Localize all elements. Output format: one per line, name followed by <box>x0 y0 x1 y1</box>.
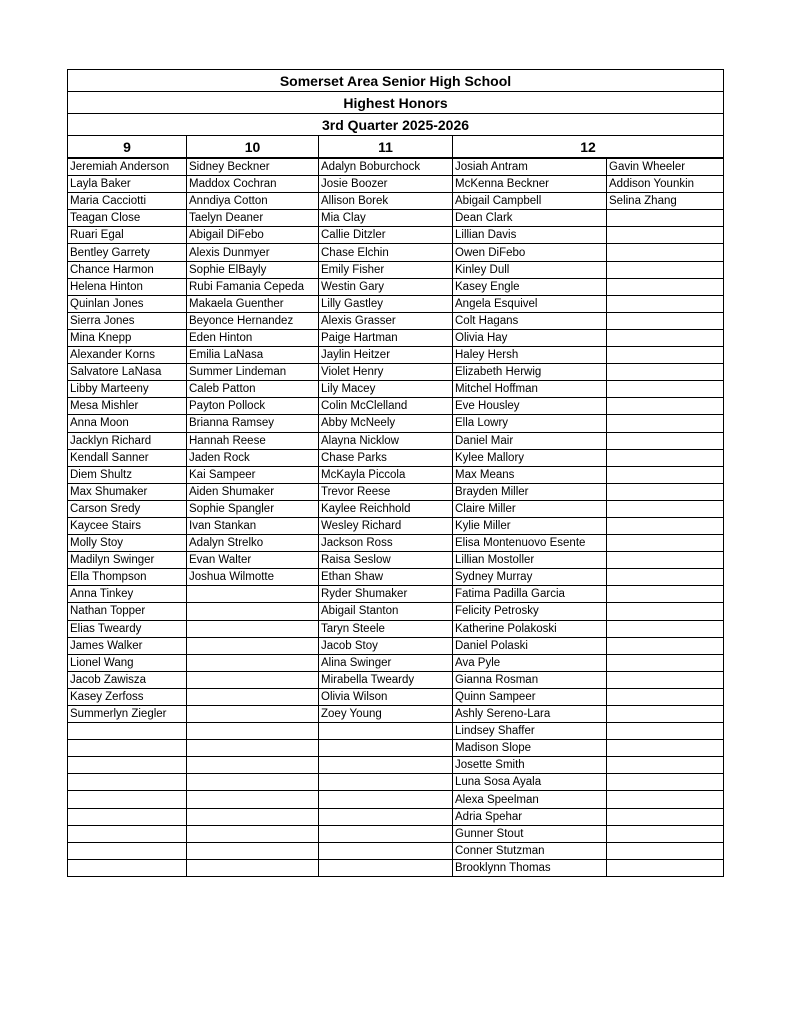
student-name-cell <box>607 449 724 466</box>
student-name-cell: Chase Parks <box>319 449 453 466</box>
student-name-cell: Brianna Ramsey <box>187 415 319 432</box>
student-name-cell <box>607 774 724 791</box>
student-name-cell: Ivan Stankan <box>187 517 319 534</box>
student-name-cell: Kai Sampeer <box>187 466 319 483</box>
student-name-cell <box>319 842 453 859</box>
table-row <box>68 398 724 415</box>
student-name-cell: Ryder Shumaker <box>319 586 453 603</box>
student-name-cell: Anna Tinkey <box>68 586 187 603</box>
student-name-cell: McKenna Beckner <box>453 176 607 193</box>
student-name-cell: Lindsey Shaffer <box>453 723 607 740</box>
student-name-cell <box>68 791 187 808</box>
table-row <box>68 620 724 637</box>
student-name-cell: Sophie Spangler <box>187 500 319 517</box>
student-name-cell: Sidney Beckner <box>187 158 319 176</box>
student-name-cell <box>187 859 319 876</box>
table-row <box>68 295 724 312</box>
student-name-cell: Luna Sosa Ayala <box>453 774 607 791</box>
student-name-cell: Max Means <box>453 466 607 483</box>
student-name-cell <box>68 808 187 825</box>
quarter-title: 3rd Quarter 2025-2026 <box>68 114 724 136</box>
student-name-cell: Max Shumaker <box>68 483 187 500</box>
table-row <box>68 278 724 295</box>
student-name-cell: Trevor Reese <box>319 483 453 500</box>
student-name-cell: Hannah Reese <box>187 432 319 449</box>
student-name-cell: Alexis Dunmyer <box>187 244 319 261</box>
student-name-cell: Angela Esquivel <box>453 295 607 312</box>
student-name-cell: Haley Hersh <box>453 347 607 364</box>
student-name-cell <box>607 500 724 517</box>
student-name-cell <box>607 415 724 432</box>
student-name-cell: Sydney Murray <box>453 569 607 586</box>
student-name-cell <box>607 723 724 740</box>
student-name-cell <box>319 723 453 740</box>
student-name-cell: Eden Hinton <box>187 329 319 346</box>
student-name-cell: Daniel Mair <box>453 432 607 449</box>
student-name-cell <box>68 842 187 859</box>
student-name-cell <box>607 706 724 723</box>
table-row <box>68 825 724 842</box>
student-name-cell: Emily Fisher <box>319 261 453 278</box>
table-row <box>68 193 724 210</box>
student-name-cell: Taryn Steele <box>319 620 453 637</box>
table-row <box>68 842 724 859</box>
student-name-cell: Eve Housley <box>453 398 607 415</box>
table-row <box>68 859 724 876</box>
student-name-cell <box>187 620 319 637</box>
table-row <box>68 483 724 500</box>
table-row <box>68 552 724 569</box>
student-name-cell: Kendall Sanner <box>68 449 187 466</box>
student-name-cell: Mia Clay <box>319 210 453 227</box>
student-name-cell <box>187 774 319 791</box>
student-name-cell <box>607 244 724 261</box>
student-name-cell: Abigail DiFebo <box>187 227 319 244</box>
table-row <box>68 791 724 808</box>
table-row <box>68 158 724 176</box>
student-name-cell: Adria Spehar <box>453 808 607 825</box>
student-name-cell: Jackson Ross <box>319 535 453 552</box>
student-name-cell: McKayla Piccola <box>319 466 453 483</box>
table-row <box>68 244 724 261</box>
student-name-cell <box>319 859 453 876</box>
student-name-cell <box>187 586 319 603</box>
student-name-cell: Lily Macey <box>319 381 453 398</box>
student-name-cell: Elias Tweardy <box>68 620 187 637</box>
student-name-cell <box>607 569 724 586</box>
student-name-cell: Kaylee Reichhold <box>319 500 453 517</box>
student-name-cell <box>187 791 319 808</box>
student-name-cell: Felicity Petrosky <box>453 603 607 620</box>
student-name-cell: Emilia LaNasa <box>187 347 319 364</box>
student-name-cell <box>607 859 724 876</box>
student-name-cell: Jacob Stoy <box>319 637 453 654</box>
student-name-cell: Madilyn Swinger <box>68 552 187 569</box>
student-name-cell: Caleb Patton <box>187 381 319 398</box>
student-name-cell: James Walker <box>68 637 187 654</box>
student-name-cell: Ella Lowry <box>453 415 607 432</box>
student-name-cell: Elisa Montenuovo Esente <box>453 535 607 552</box>
student-name-cell: Ashly Sereno-Lara <box>453 706 607 723</box>
student-name-cell: Owen DiFebo <box>453 244 607 261</box>
student-name-cell: Adalyn Strelko <box>187 535 319 552</box>
student-name-cell <box>607 483 724 500</box>
table-row <box>68 808 724 825</box>
table-row <box>68 176 724 193</box>
student-name-cell <box>607 671 724 688</box>
student-name-cell: Diem Shultz <box>68 466 187 483</box>
student-name-cell <box>187 825 319 842</box>
student-name-cell: Jaylin Heitzer <box>319 347 453 364</box>
table-row <box>68 706 724 723</box>
student-name-cell <box>607 295 724 312</box>
student-name-cell <box>607 347 724 364</box>
student-name-cell <box>607 278 724 295</box>
student-name-cell: Gavin Wheeler <box>607 158 724 176</box>
table-row <box>68 449 724 466</box>
student-name-cell <box>607 825 724 842</box>
student-name-cell: Makaela Guenther <box>187 295 319 312</box>
student-name-cell <box>68 825 187 842</box>
student-name-cell: Raisa Seslow <box>319 552 453 569</box>
table-row <box>68 603 724 620</box>
student-name-cell: Addison Younkin <box>607 176 724 193</box>
table-row <box>68 466 724 483</box>
student-name-cell: Rubi Famania Cepeda <box>187 278 319 295</box>
student-name-cell: Josie Boozer <box>319 176 453 193</box>
table-row <box>68 569 724 586</box>
student-name-cell <box>607 398 724 415</box>
student-name-cell <box>68 723 187 740</box>
student-name-cell: Madison Slope <box>453 740 607 757</box>
student-name-cell: Quinn Sampeer <box>453 688 607 705</box>
student-name-cell <box>319 825 453 842</box>
student-name-cell: Jeremiah Anderson <box>68 158 187 176</box>
student-name-cell: Olivia Hay <box>453 329 607 346</box>
student-name-cell: Mina Knepp <box>68 329 187 346</box>
student-name-cell: Paige Hartman <box>319 329 453 346</box>
student-name-cell: Jacklyn Richard <box>68 432 187 449</box>
table-row <box>68 500 724 517</box>
student-name-cell <box>607 329 724 346</box>
student-name-cell: Molly Stoy <box>68 535 187 552</box>
student-name-cell: Mesa Mishler <box>68 398 187 415</box>
student-name-cell <box>607 637 724 654</box>
student-name-cell: Abigail Stanton <box>319 603 453 620</box>
student-name-cell <box>319 791 453 808</box>
student-name-cell: Mitchel Hoffman <box>453 381 607 398</box>
student-name-cell: Abigail Campbell <box>453 193 607 210</box>
student-name-cell <box>607 535 724 552</box>
student-name-cell: Summerlyn Ziegler <box>68 706 187 723</box>
student-name-cell: Josiah Antram <box>453 158 607 176</box>
student-name-cell <box>607 620 724 637</box>
student-name-cell <box>607 381 724 398</box>
student-name-cell: Bentley Garrety <box>68 244 187 261</box>
student-name-cell: Chance Harmon <box>68 261 187 278</box>
student-name-cell: Josette Smith <box>453 757 607 774</box>
student-name-cell <box>319 774 453 791</box>
student-name-cell: Brooklynn Thomas <box>453 859 607 876</box>
student-name-cell <box>607 586 724 603</box>
student-name-cell: Dean Clark <box>453 210 607 227</box>
student-name-cell <box>607 261 724 278</box>
student-name-cell <box>187 603 319 620</box>
school-title: Somerset Area Senior High School <box>68 70 724 92</box>
student-name-cell <box>607 842 724 859</box>
student-name-cell <box>187 808 319 825</box>
student-name-cell: Salvatore LaNasa <box>68 364 187 381</box>
student-name-cell <box>607 517 724 534</box>
student-name-cell: Alexis Grasser <box>319 312 453 329</box>
student-name-cell: Layla Baker <box>68 176 187 193</box>
student-name-cell <box>607 312 724 329</box>
student-name-cell <box>607 757 724 774</box>
student-name-cell: Aiden Shumaker <box>187 483 319 500</box>
student-name-cell: Gunner Stout <box>453 825 607 842</box>
student-name-cell <box>187 723 319 740</box>
student-name-cell <box>187 654 319 671</box>
student-name-cell <box>607 227 724 244</box>
student-name-cell: Wesley Richard <box>319 517 453 534</box>
table-row <box>68 740 724 757</box>
student-name-cell <box>319 757 453 774</box>
student-name-cell: Nathan Topper <box>68 603 187 620</box>
student-name-cell <box>607 364 724 381</box>
student-name-cell: Violet Henry <box>319 364 453 381</box>
student-name-cell: Sierra Jones <box>68 312 187 329</box>
student-name-cell: Evan Walter <box>187 552 319 569</box>
student-name-cell: Alexa Speelman <box>453 791 607 808</box>
student-name-cell: Anndiya Cotton <box>187 193 319 210</box>
student-name-cell <box>68 757 187 774</box>
student-name-cell: Mirabella Tweardy <box>319 671 453 688</box>
student-name-cell: Alayna Nicklow <box>319 432 453 449</box>
student-name-cell: Ella Thompson <box>68 569 187 586</box>
student-name-cell <box>68 740 187 757</box>
student-name-cell <box>607 432 724 449</box>
student-name-cell <box>607 603 724 620</box>
grade-12-header: 12 <box>453 136 724 159</box>
student-name-cell: Quinlan Jones <box>68 295 187 312</box>
student-name-cell <box>68 774 187 791</box>
table-row <box>68 261 724 278</box>
student-name-cell: Selina Zhang <box>607 193 724 210</box>
table-row <box>68 364 724 381</box>
student-name-cell: Sophie ElBayly <box>187 261 319 278</box>
student-name-cell: Joshua Wilmotte <box>187 569 319 586</box>
student-name-cell: Colin McClelland <box>319 398 453 415</box>
student-name-cell: Anna Moon <box>68 415 187 432</box>
student-name-cell: Adalyn Boburchock <box>319 158 453 176</box>
student-name-cell: Chase Elchin <box>319 244 453 261</box>
table-row <box>68 688 724 705</box>
table-row <box>68 312 724 329</box>
student-name-cell: Maddox Cochran <box>187 176 319 193</box>
grade-9-header: 9 <box>68 136 187 159</box>
student-name-cell: Brayden Miller <box>453 483 607 500</box>
student-name-cell <box>319 740 453 757</box>
student-name-cell <box>607 688 724 705</box>
student-name-cell <box>187 688 319 705</box>
student-name-cell <box>607 740 724 757</box>
student-name-cell: Gianna Rosman <box>453 671 607 688</box>
student-name-cell: Kylee Mallory <box>453 449 607 466</box>
table-row <box>68 637 724 654</box>
table-row <box>68 586 724 603</box>
table-row <box>68 227 724 244</box>
table-row <box>68 415 724 432</box>
student-name-cell <box>187 842 319 859</box>
student-name-cell <box>187 706 319 723</box>
student-name-cell: Fatima Padilla Garcia <box>453 586 607 603</box>
student-name-cell: Elizabeth Herwig <box>453 364 607 381</box>
table-row <box>68 774 724 791</box>
student-name-cell: Kinley Dull <box>453 261 607 278</box>
student-name-cell: Payton Pollock <box>187 398 319 415</box>
student-name-cell: Ava Pyle <box>453 654 607 671</box>
table-row <box>68 723 724 740</box>
student-name-cell: Beyonce Hernandez <box>187 312 319 329</box>
student-name-cell: Summer Lindeman <box>187 364 319 381</box>
student-name-cell: Maria Cacciotti <box>68 193 187 210</box>
student-name-cell <box>607 552 724 569</box>
honor-title: Highest Honors <box>68 92 724 114</box>
student-name-cell: Westin Gary <box>319 278 453 295</box>
table-row <box>68 329 724 346</box>
student-name-cell: Kaycee Stairs <box>68 517 187 534</box>
student-name-cell: Abby McNeely <box>319 415 453 432</box>
student-name-cell <box>607 791 724 808</box>
student-name-cell: Kasey Zerfoss <box>68 688 187 705</box>
student-name-cell: Kylie Miller <box>453 517 607 534</box>
student-name-cell: Libby Marteeny <box>68 381 187 398</box>
student-name-cell <box>607 808 724 825</box>
student-name-cell: Alina Swinger <box>319 654 453 671</box>
student-name-cell: Katherine Polakoski <box>453 620 607 637</box>
student-name-cell: Ethan Shaw <box>319 569 453 586</box>
table-row <box>68 517 724 534</box>
honor-roll-table <box>67 69 724 877</box>
table-row <box>68 432 724 449</box>
student-name-cell <box>187 671 319 688</box>
student-name-cell: Olivia Wilson <box>319 688 453 705</box>
student-name-cell <box>319 808 453 825</box>
student-name-cell <box>607 466 724 483</box>
student-name-cell: Kasey Engle <box>453 278 607 295</box>
student-name-cell: Jacob Zawisza <box>68 671 187 688</box>
student-name-cell: Zoey Young <box>319 706 453 723</box>
student-name-cell <box>187 757 319 774</box>
student-name-cell: Lionel Wang <box>68 654 187 671</box>
student-name-cell: Conner Stutzman <box>453 842 607 859</box>
student-name-cell: Jaden Rock <box>187 449 319 466</box>
student-name-cell: Lilly Gastley <box>319 295 453 312</box>
student-name-cell: Ruari Egal <box>68 227 187 244</box>
student-name-cell <box>187 740 319 757</box>
table-row <box>68 757 724 774</box>
student-name-cell: Alexander Korns <box>68 347 187 364</box>
student-name-cell: Claire Miller <box>453 500 607 517</box>
table-row <box>68 347 724 364</box>
student-name-cell: Allison Borek <box>319 193 453 210</box>
grade-11-header: 11 <box>319 136 453 159</box>
student-name-cell: Daniel Polaski <box>453 637 607 654</box>
table-row <box>68 381 724 398</box>
student-name-cell: Teagan Close <box>68 210 187 227</box>
student-name-cell: Lillian Davis <box>453 227 607 244</box>
table-row <box>68 671 724 688</box>
student-name-cell: Lillian Mostoller <box>453 552 607 569</box>
table-row <box>68 210 724 227</box>
student-name-cell: Taelyn Deaner <box>187 210 319 227</box>
student-name-cell <box>607 654 724 671</box>
student-name-cell: Carson Sredy <box>68 500 187 517</box>
table-row <box>68 535 724 552</box>
student-name-cell <box>68 859 187 876</box>
student-name-cell <box>607 210 724 227</box>
student-name-cell: Colt Hagans <box>453 312 607 329</box>
grade-10-header: 10 <box>187 136 319 159</box>
table-row <box>68 654 724 671</box>
student-name-cell: Helena Hinton <box>68 278 187 295</box>
student-name-cell: Callie Ditzler <box>319 227 453 244</box>
student-name-cell <box>187 637 319 654</box>
